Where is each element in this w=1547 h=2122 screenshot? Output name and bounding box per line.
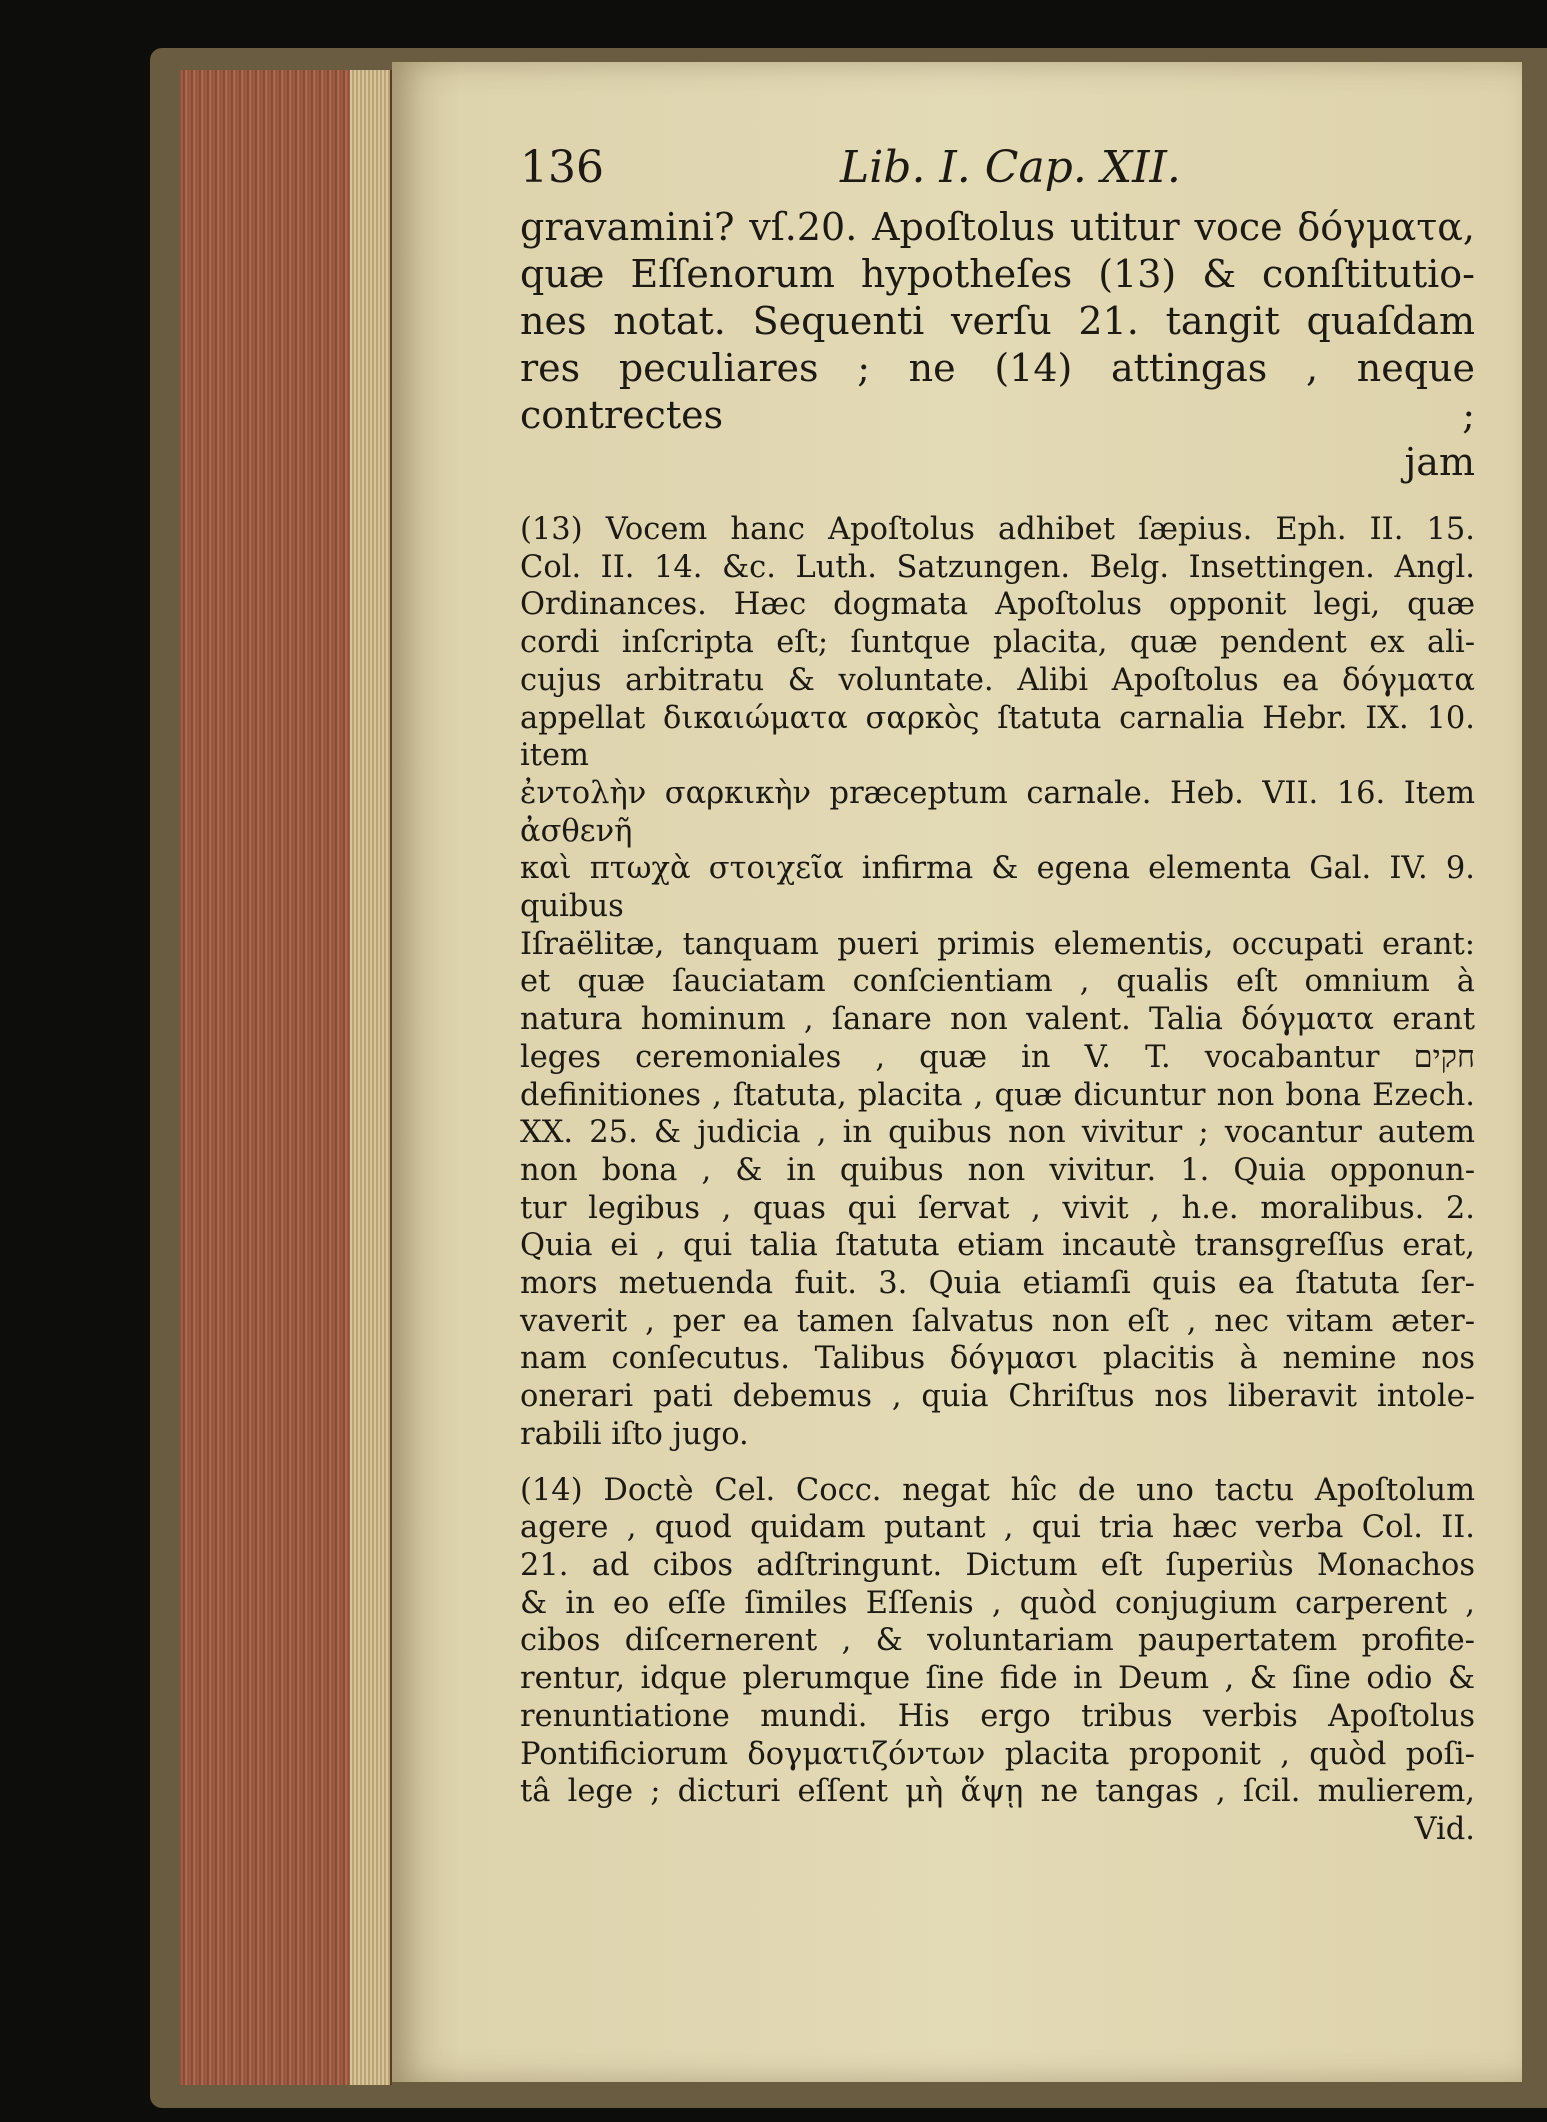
note-line: & in eo eſſe ſimiles Eſſenis , quòd conjugium carperent , xyxy=(520,1585,1475,1621)
note-line: mors metuenda fuit. 3. Quia etiamſi quis ea ſtatuta ſer- xyxy=(520,1266,1475,1302)
running-title: Lib. I. Cap. XII. xyxy=(840,142,1181,193)
note-line: et quæ ſauciatam conſcientiam , qualis eſt omnium à xyxy=(520,964,1475,1000)
note-line: Pontificiorum δογματιζόντων placita proponit , quòd poſi- xyxy=(520,1736,1475,1772)
note-line: Col. II. 14. &c. Luth. Satzungen. Belg. Insettingen. Angl. xyxy=(520,549,1475,585)
note-line: (13) Vocem hanc Apoſtolus adhibet ſæpius. Eph. II. 15. xyxy=(520,512,1475,547)
note-line: agere , quod quidam putant , qui tria hæc verba Col. II. xyxy=(520,1510,1475,1546)
main-line: nes notat. Sequenti verſu 21. tangit quaſdam xyxy=(520,299,1475,343)
note-line: rentur, idque plerumque ſine fide in Deum , & ſine odio & xyxy=(520,1661,1475,1697)
note-line: natura hominum , ſanare non valent. Talia δόγματα erant xyxy=(520,1002,1475,1038)
note-line: non bona , & in quibus non vivitur. 1. Quia opponun- xyxy=(520,1152,1475,1188)
note-line: nam conſecutus. Talibus δόγμασι placitis à nemine nos xyxy=(520,1341,1475,1377)
note-line: Quia ei , qui talia ſtatuta etiam incautè transgreſſus erat, xyxy=(520,1228,1475,1264)
note-line: καὶ πτωχὰ στοιχεῖα infirma & egena elementa Gal. IV. 9. quibus xyxy=(520,851,1475,925)
note-line: definitiones , ſtatuta, placita , quæ dicuntur non bona Ezech. xyxy=(520,1077,1475,1113)
page-text-block xyxy=(520,142,1475,1849)
page-edges xyxy=(180,70,392,2085)
note-gap xyxy=(520,1454,1475,1472)
main-text xyxy=(520,204,1475,486)
book-page xyxy=(392,62,1522,2082)
note-line: ἐντολὴν σαρκικὴν præceptum carnale. Heb. VII. 16. Item ἀσθενῆ xyxy=(520,775,1475,849)
note-line: vaverit , per ea tamen ſalvatus non eſt , nec vitam æter- xyxy=(520,1303,1475,1339)
note-line: cujus arbitratu & voluntate. Alibi Apoſtolus ea δόγματα xyxy=(520,662,1475,698)
note-line: leges ceremoniales , quæ in V. T. vocabantur חקים xyxy=(520,1039,1475,1075)
note-line: Ordinances. Hæc dogmata Apoſtolus opponit legi, quæ xyxy=(520,587,1475,623)
footnote-14 xyxy=(520,1472,1475,1849)
running-header xyxy=(520,142,1475,204)
note-line: XX. 25. & judicia , in quibus non vivitur ; vocantur autem xyxy=(520,1115,1475,1151)
catchword: Vid. xyxy=(1414,1811,1475,1847)
note-line: cordi inſcripta eſt; ſuntque placita, quæ pendent ex ali- xyxy=(520,625,1475,661)
page-number: 136 xyxy=(520,142,604,193)
note-line: 21. ad cibos adſtringunt. Dictum eſt ſuperiùs Monachos xyxy=(520,1547,1475,1583)
note-line: onerari pati debemus , quia Chriſtus nos liberavit intole- xyxy=(520,1379,1475,1415)
note-line: Iſraëlitæ, tanquam pueri primis elementis, occupati erant: xyxy=(520,926,1475,962)
note-line: tur legibus , quas qui ſervat , vivit , h.e. moralibus. 2. xyxy=(520,1190,1475,1226)
catchword: jam xyxy=(1404,440,1475,484)
footnotes xyxy=(520,511,1475,1849)
note-line: tâ lege ; dicturi eſſent μὴ ἅψῃ ne tangas , ſcil. mulierem, xyxy=(520,1774,1475,1810)
note-line: appellat δικαιώματα σαρκὸς ſtatuta carnalia Hebr. IX. 10. item xyxy=(520,700,1475,774)
main-line: quæ Eſſenorum hypotheſes (13) & conſtitutio- xyxy=(520,252,1475,296)
footnote-13 xyxy=(520,511,1475,1454)
note-line: renuntiatione mundi. His ergo tribus verbis Apoſtolus xyxy=(520,1698,1475,1734)
main-line: res peculiares ; ne (14) attingas , neque contrectes ; xyxy=(520,346,1475,437)
main-line: gravamini? vſ.20. Apoſtolus utitur voce δόγματα, xyxy=(520,205,1475,249)
note-line: (14) Doctè Cel. Cocc. negat hîc de uno tactu Apoſtolum xyxy=(520,1472,1475,1508)
note-line: cibos diſcernerent , & voluntariam paupertatem profite- xyxy=(520,1623,1475,1659)
note-line: rabili iſto jugo. xyxy=(520,1416,749,1452)
